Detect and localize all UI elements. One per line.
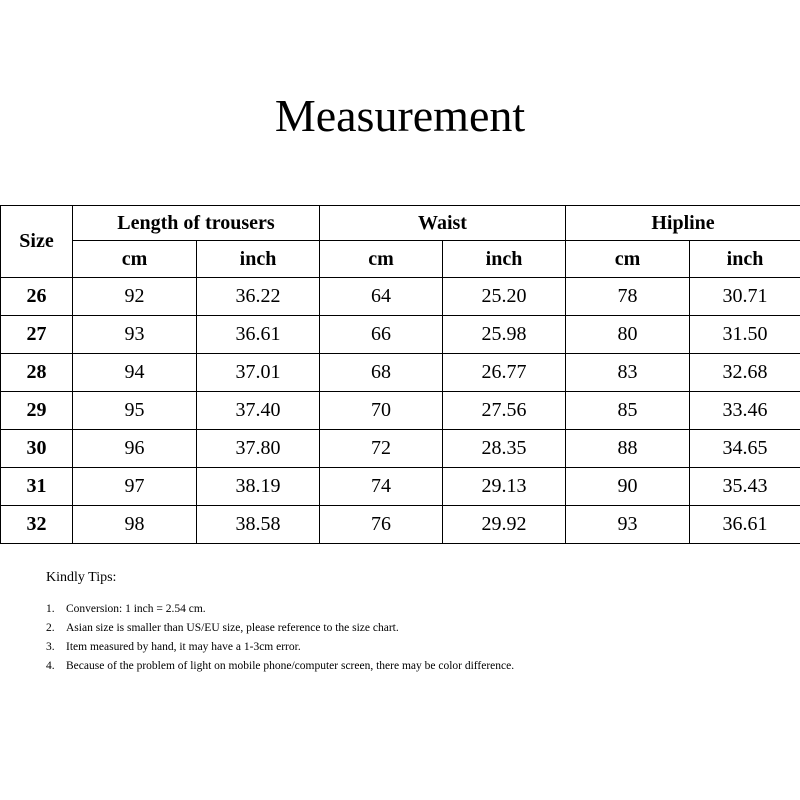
table-cell: 36.61	[690, 506, 800, 544]
table-row	[1, 430, 800, 468]
tips-list	[46, 600, 566, 676]
page-title: Measurement	[274, 90, 526, 141]
unit-header: cm	[320, 241, 443, 278]
unit-header: inch	[197, 241, 320, 278]
tip-number: 3.	[46, 641, 55, 653]
tip-item	[46, 638, 566, 657]
group-header-hipline: Hipline	[566, 206, 800, 241]
table-cell: 29.92	[443, 506, 566, 544]
table-cell: 92	[73, 278, 197, 316]
table-cell: 37.01	[197, 354, 320, 392]
size-cell: 30	[1, 430, 73, 468]
tips-section	[46, 570, 566, 676]
tip-text: Item measured by hand, it may have a 1-3cm error.	[66, 641, 301, 653]
table-cell: 28.35	[443, 430, 566, 468]
table-cell: 38.58	[197, 506, 320, 544]
table-row	[1, 392, 800, 430]
table-cell: 93	[73, 316, 197, 354]
size-cell: 31	[1, 468, 73, 506]
unit-header: cm	[73, 241, 197, 278]
size-cell: 28	[1, 354, 73, 392]
table-row	[1, 468, 800, 506]
table-cell: 70	[320, 392, 443, 430]
table-cell: 76	[320, 506, 443, 544]
table-cell: 38.19	[197, 468, 320, 506]
table-cell: 37.80	[197, 430, 320, 468]
table-cell: 34.65	[690, 430, 800, 468]
unit-header: inch	[443, 241, 566, 278]
table-cell: 80	[566, 316, 690, 354]
table-cell: 25.98	[443, 316, 566, 354]
tip-number: 4.	[46, 660, 55, 672]
tip-item	[46, 657, 566, 676]
table-cell: 95	[73, 392, 197, 430]
table-cell: 85	[566, 392, 690, 430]
table-cell: 93	[566, 506, 690, 544]
table-cell: 33.46	[690, 392, 800, 430]
tip-number: 2.	[46, 622, 55, 634]
unit-header: cm	[566, 241, 690, 278]
table-cell: 83	[566, 354, 690, 392]
table-row	[1, 316, 800, 354]
tip-text: Because of the problem of light on mobile phone/computer screen, there may be color difference.	[66, 660, 515, 672]
table-cell: 30.71	[690, 278, 800, 316]
table-cell: 35.43	[690, 468, 800, 506]
size-cell: 26	[1, 278, 73, 316]
table-cell: 98	[73, 506, 197, 544]
tip-item	[46, 619, 566, 638]
table-cell: 72	[320, 430, 443, 468]
table-row	[1, 354, 800, 392]
table-cell: 25.20	[443, 278, 566, 316]
size-cell: 27	[1, 316, 73, 354]
table-cell: 36.61	[197, 316, 320, 354]
table-cell: 96	[73, 430, 197, 468]
table-cell: 31.50	[690, 316, 800, 354]
size-cell: 29	[1, 392, 73, 430]
table-cell: 97	[73, 468, 197, 506]
unit-header: inch	[690, 241, 800, 278]
table-cell: 36.22	[197, 278, 320, 316]
tip-item	[46, 600, 566, 619]
tip-text: Asian size is smaller than US/EU size, please reference to the size chart.	[66, 622, 399, 634]
table-cell: 88	[566, 430, 690, 468]
table-cell: 74	[320, 468, 443, 506]
table-cell: 26.77	[443, 354, 566, 392]
table-cell: 78	[566, 278, 690, 316]
table-cell: 32.68	[690, 354, 800, 392]
group-header-length: Length of trousers	[73, 206, 320, 241]
table-cell: 68	[320, 354, 443, 392]
table-body	[1, 278, 800, 544]
table-cell: 27.56	[443, 392, 566, 430]
table-cell: 29.13	[443, 468, 566, 506]
table-row	[1, 278, 800, 316]
table-cell: 94	[73, 354, 197, 392]
tips-title: Kindly Tips:	[46, 570, 117, 585]
tip-text: Conversion: 1 inch = 2.54 cm.	[66, 603, 206, 615]
tip-number: 1.	[46, 603, 55, 615]
size-cell: 32	[1, 506, 73, 544]
size-header: Size	[1, 206, 73, 278]
table-cell: 66	[320, 316, 443, 354]
table-row	[1, 506, 800, 544]
group-header-waist: Waist	[320, 206, 566, 241]
table-cell: 64	[320, 278, 443, 316]
size-chart-table	[0, 205, 800, 544]
table-cell: 90	[566, 468, 690, 506]
table-cell: 37.40	[197, 392, 320, 430]
